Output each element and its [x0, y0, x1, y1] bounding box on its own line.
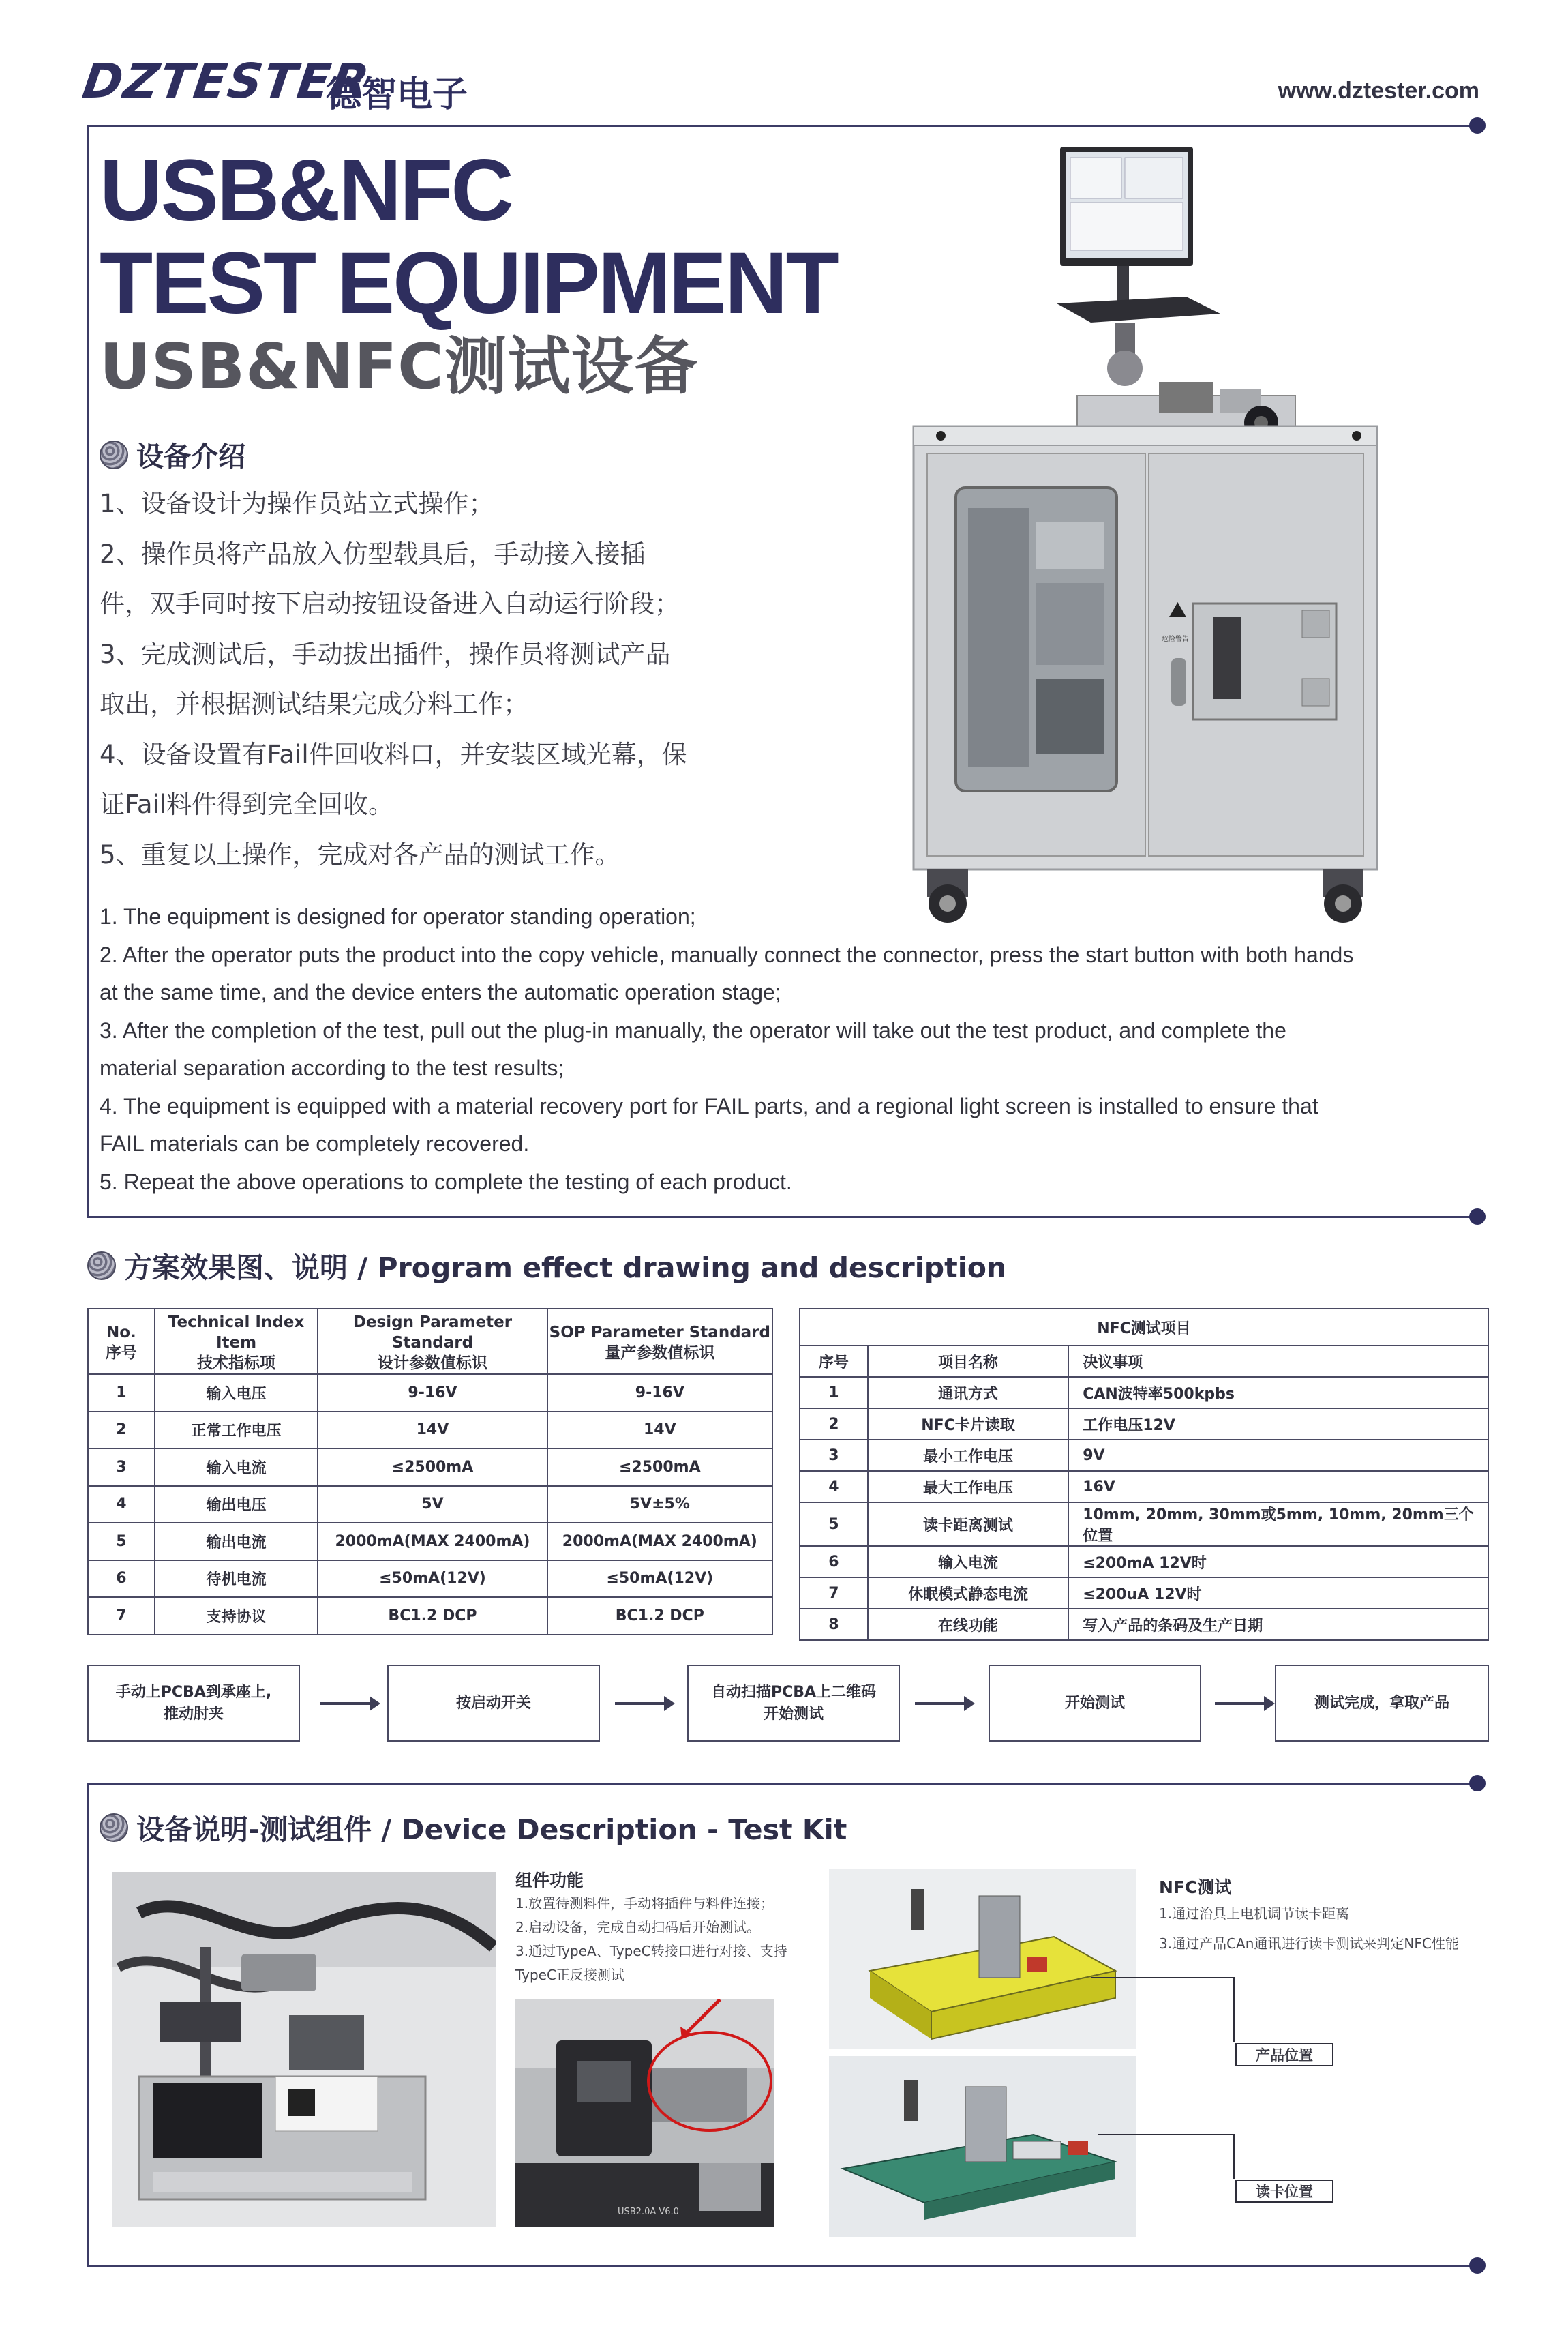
reader-position-label: 读卡位置 [1235, 2180, 1333, 2203]
component-line: TypeC正反接测试 [515, 1967, 624, 1983]
table-row: 2 正常工作电压 14V 14V [88, 1412, 772, 1449]
nfc-test-title: NFC测试 [1159, 1877, 1232, 1897]
flow-step-5: 测试完成，拿取产品 [1275, 1665, 1489, 1742]
spec-table-header [88, 1309, 772, 1374]
flow-step-2: 按启动开关 [387, 1665, 600, 1742]
divider-dot [1469, 1775, 1486, 1791]
table-row: 4 最大工作电压 16V [800, 1471, 1488, 1502]
flow-step-4: 开始测试 [989, 1665, 1201, 1742]
intro-en-line: 4. The equipment is equipped with a material recovery port for FAIL parts, and a regional light screen is installed to ensure that [100, 1093, 1318, 1118]
column-header: Design Parameter Standard 设计参数值标识 [318, 1309, 547, 1374]
column-header: 序号 [800, 1345, 868, 1377]
table-row: 3 最小工作电压 9V [800, 1440, 1488, 1471]
spec-table [87, 1308, 773, 1635]
flow-arrow-icon [1215, 1702, 1271, 1705]
callout-lines [1091, 1971, 1268, 2203]
table-row: 1 通讯方式 CAN波特率500kpbs [800, 1377, 1488, 1408]
table-row: 7 支持协议 BC1.2 DCP BC1.2 DCP [88, 1597, 772, 1635]
test-kit-photo [112, 1872, 496, 2227]
intro-cn-line: 2、操作员将产品放入仿型载具后，手动接入接插 [100, 539, 646, 569]
intro-cn-line: 证Fail料件得到完全回收。 [100, 790, 394, 819]
kit-heading [100, 1807, 847, 1847]
table-row: 5 读卡距离测试 10mm, 20mm, 30mm或5mm, 10mm, 20mm三个位置 [800, 1502, 1488, 1546]
column-header: SOP Parameter Standard 量产参数值标识 [547, 1309, 772, 1374]
column-header: No. 序号 [88, 1309, 155, 1374]
test-equipment-image [900, 140, 1391, 931]
intro-heading [100, 435, 245, 474]
nfc-table [799, 1308, 1489, 1641]
table-row: 2 NFC卡片读取 工作电压12V [800, 1408, 1488, 1440]
component-line: 1.放置待测料件，手动将插件与料件连接； [515, 1895, 774, 1912]
frame-left-line [87, 1783, 89, 2267]
section-divider [87, 1783, 1478, 1785]
nfc-table-title-row [800, 1309, 1488, 1345]
company-name-cn: 德智电子 [326, 74, 468, 115]
column-header: 项目名称 [868, 1345, 1068, 1377]
flow-arrow-icon [320, 1702, 376, 1705]
page-title-en [100, 142, 837, 332]
nfc-table-header [800, 1345, 1488, 1377]
table-row: 6 输入电流 ≤200mA 12V时 [800, 1546, 1488, 1577]
component-title: 组件功能 [515, 1871, 584, 1890]
intro-cn-line: 3、完成测试后，手动拔出插件，操作员将测试产品 [100, 639, 671, 669]
nfc-table-title: NFC测试项目 [800, 1309, 1488, 1345]
flow-step-3: 自动扫描PCBA上二维码 开始测试 [687, 1665, 900, 1742]
frame-left-line [87, 125, 89, 1218]
table-row: 6 待机电流 ≤50mA(12V) ≤50mA(12V) [88, 1560, 772, 1598]
component-line: 3.通过TypeA、TypeC转接口进行对接、支持 [515, 1943, 787, 1959]
nfc-test-line: 1.通过治具上电机调节读卡距离 [1159, 1905, 1350, 1922]
intro-cn-line: 件，双手同时按下启动按钮设备进入自动运行阶段； [100, 589, 680, 619]
intro-en-line: FAIL materials can be completely recovered. [100, 1131, 530, 1156]
intro-cn-list [100, 479, 687, 880]
title-line-2: TEST EQUIPMENT [100, 235, 837, 332]
column-header: Technical Index Item 技术指标项 [155, 1309, 318, 1374]
header-divider [87, 125, 1478, 127]
table-row: 3 输入电流 ≤2500mA ≤2500mA [88, 1448, 772, 1486]
flow-arrow-icon [615, 1702, 671, 1705]
intro-heading-text: 设备介绍 [136, 441, 245, 473]
table-row: 1 输入电压 9-16V 9-16V [88, 1374, 772, 1412]
globe-icon [100, 1813, 128, 1842]
footer-divider [87, 2265, 1478, 2267]
connector-photo [515, 1999, 774, 2227]
board-label: USB2.0A V6.0 [618, 2207, 679, 2217]
program-heading [87, 1245, 1006, 1285]
table-row: 5 输出电流 2000mA(MAX 2400mA) 2000mA(MAX 2400mA) [88, 1523, 772, 1560]
intro-cn-line: 5、重复以上操作，完成对各产品的测试工作。 [100, 839, 620, 869]
component-line: 2.启动设备，完成自动扫码后开始测试。 [515, 1919, 761, 1935]
company-logo: DZTESTER [79, 53, 374, 109]
divider-dot [1469, 2257, 1486, 2274]
intro-en-line: 2. After the operator puts the product into the copy vehicle, manually connect the connector, press the start button with both hands [100, 942, 1354, 967]
program-heading-text: 方案效果图、说明 / Program effect drawing and description [124, 1251, 1007, 1284]
intro-en-line: 5. Repeat the above operations to complete the testing of each product. [100, 1169, 792, 1194]
divider-dot [1469, 1208, 1486, 1225]
table-row: 7 休眠模式静态电流 ≤200uA 12V时 [800, 1577, 1488, 1609]
intro-en-line: 3. After the completion of the test, pull out the plug-in manually, the operator will take out the test product, and complete the [100, 1017, 1286, 1043]
nfc-test-line: 3.通过产品CAn通讯进行读卡测试来判定NFC性能 [1159, 1935, 1459, 1952]
divider-dot [1469, 117, 1486, 134]
flow-step-1: 手动上PCBA到承座上, 推动肘夹 [87, 1665, 300, 1742]
table-row: 8 在线功能 写入产品的条码及生产日期 [800, 1609, 1488, 1640]
component-function [515, 1867, 787, 1987]
section-divider [87, 1216, 1478, 1218]
page-title-cn: USB&NFC测试设备 [100, 330, 698, 403]
intro-cn-line: 4、设备设置有Fail件回收料口，并安装区域光幕，保 [100, 739, 687, 769]
website-link[interactable]: www.dztester.com [1278, 78, 1479, 104]
intro-en-line: material separation according to the test results; [100, 1056, 564, 1080]
nfc-test-description [1159, 1874, 1459, 1959]
warning-label: 危险警告 [1162, 636, 1189, 643]
intro-en-line: 1. The equipment is designed for operator standing operation; [100, 904, 696, 929]
flow-arrow-icon [915, 1702, 971, 1705]
globe-icon [87, 1251, 116, 1280]
title-line-1: USB&NFC [100, 142, 512, 239]
intro-cn-line: 1、设备设计为操作员站立式操作； [100, 489, 494, 518]
intro-cn-line: 取出，并根据测试结果完成分料工作； [100, 689, 528, 719]
intro-en-list [100, 898, 1353, 1201]
globe-icon [100, 441, 128, 469]
column-header: 决议事项 [1068, 1345, 1488, 1377]
table-row: 4 输出电压 5V 5V±5% [88, 1486, 772, 1523]
intro-en-line: at the same time, and the device enters the automatic operation stage; [100, 980, 781, 1005]
product-position-label: 产品位置 [1235, 2043, 1333, 2066]
nfc-fixture-render [829, 1869, 1136, 2237]
kit-heading-text: 设备说明-测试组件 / Device Description - Test Kit [136, 1813, 847, 1846]
